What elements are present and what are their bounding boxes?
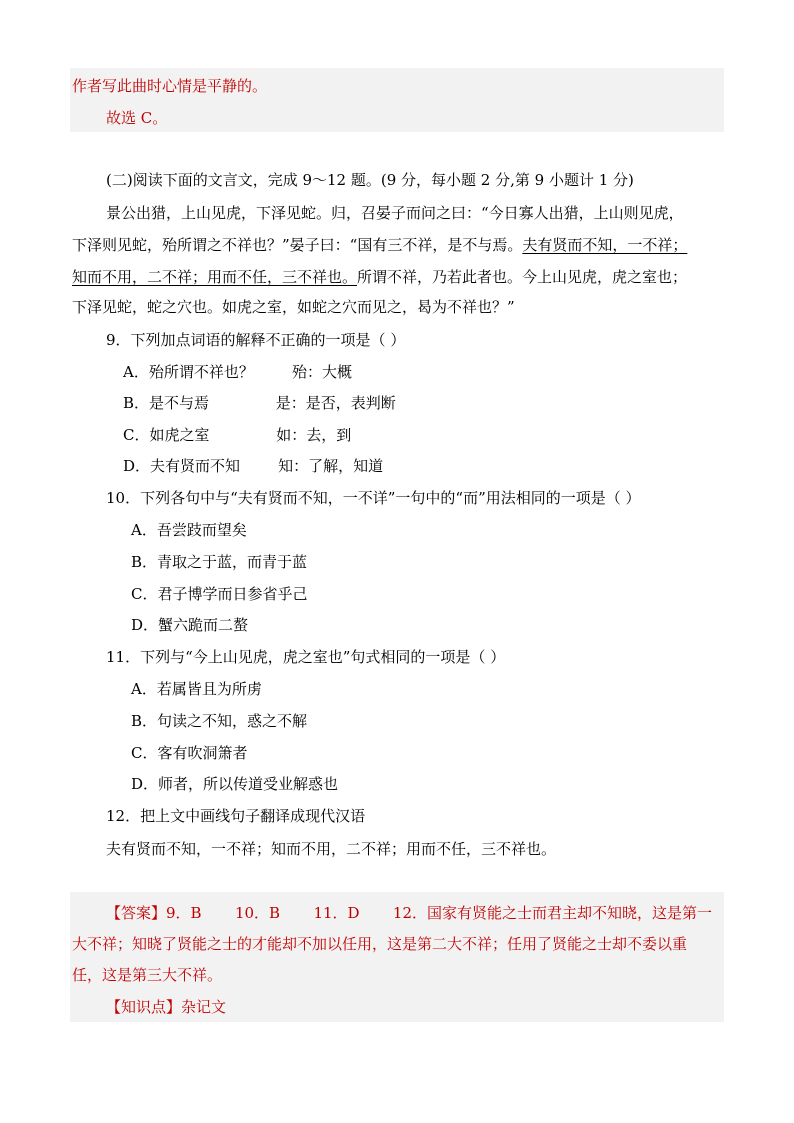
passage-line-2 [72, 235, 687, 255]
question-9-option-c: C．如虎之室 如：去，到 [123, 426, 352, 444]
question-11-option-c: C．客有吹洞箫者 [131, 744, 248, 762]
answer-line-1 [106, 903, 712, 923]
answer-tag: 【答案】 [106, 904, 167, 922]
question-9-stem: 9．下列加点词语的解释不正确的一项是（ ） [106, 331, 406, 349]
passage-text: 所谓不祥，乃若此者也。今上山见虎，虎之室也； [357, 268, 688, 286]
question-9-option-a: A．殆所谓不祥也？ 殆：大概 [123, 363, 352, 381]
passage-line-3 [72, 267, 687, 287]
question-11-option-b: B．句读之不知，惑之不解 [131, 712, 308, 730]
answer-line-3: 任，这是第三大不祥。 [72, 966, 223, 984]
answer-text: 9．B 10．B 11．D 12．国家有贤能之士而君主却不知晓，这是第一 [166, 904, 713, 922]
question-12-stem: 12．把上文中画线句子翻译成现代汉语 [106, 807, 366, 825]
question-9-option-d: D．夫有贤而不知 知：了解，知道 [123, 457, 384, 475]
passage-text: 下泽则见蛇，殆所谓之不祥也？”晏子曰：“国有三不祥，是不与焉。 [72, 236, 523, 254]
section-intro: (二)阅读下面的文言文，完成 9～12 题。(9 分，每小题 2 分,第 9 小题计 1 分) [106, 171, 634, 189]
passage-line-4: 下泽见蛇，蛇之穴也。如虎之室，如蛇之穴而见之，曷为不祥也？” [72, 298, 515, 316]
question-11-option-a: A．若属皆且为所虏 [131, 680, 262, 698]
question-10-option-d: D．蟹六跪而二螯 [131, 616, 249, 634]
knowledge-point-value: 杂记文 [181, 998, 227, 1016]
underlined-sentence: 知而不用，二不祥；用而不任，三不祥也。 [72, 268, 358, 286]
question-11-option-d: D．师者，所以传道受业解惑也 [131, 775, 339, 793]
knowledge-point-tag: 【知识点】 [106, 998, 182, 1016]
question-10-option-b: B．青取之于蓝，而青于蓝 [131, 553, 308, 571]
passage-line-1: 景公出猎，上山见虎，下泽见蛇。归，召晏子而问之曰：“今日寡人出猎，上山则见虎， [106, 204, 684, 222]
question-10-stem: 10．下列各句中与“夫有贤而不知，一不详”一句中的“而”用法相同的一项是（ ） [106, 489, 641, 507]
question-10-option-a: A．吾尝跂而望矣 [131, 521, 247, 539]
knowledge-point-line [106, 997, 226, 1017]
question-9-option-b: B．是不与焉 是：是否，表判断 [123, 394, 396, 412]
question-10-option-c: C．君子博学而日参省乎己 [131, 585, 308, 603]
question-11-stem: 11．下列与“今上山见虎，虎之室也”句式相同的一项是（ ） [106, 648, 506, 666]
choice-line: 故选 C。 [106, 109, 168, 127]
question-12-sentence: 夫有贤而不知，一不祥；知而不用，二不祥；用而不任，三不祥也。 [106, 840, 557, 858]
answer-line-2: 大不祥；知晓了贤能之士的才能却不加以任用，这是第二大不祥；任用了贤能之士却不委以重 [72, 935, 688, 953]
underlined-sentence: 夫有贤而不知，一不祥； [522, 236, 688, 254]
analysis-line: 作者写此曲时心情是平静的。 [72, 77, 268, 95]
